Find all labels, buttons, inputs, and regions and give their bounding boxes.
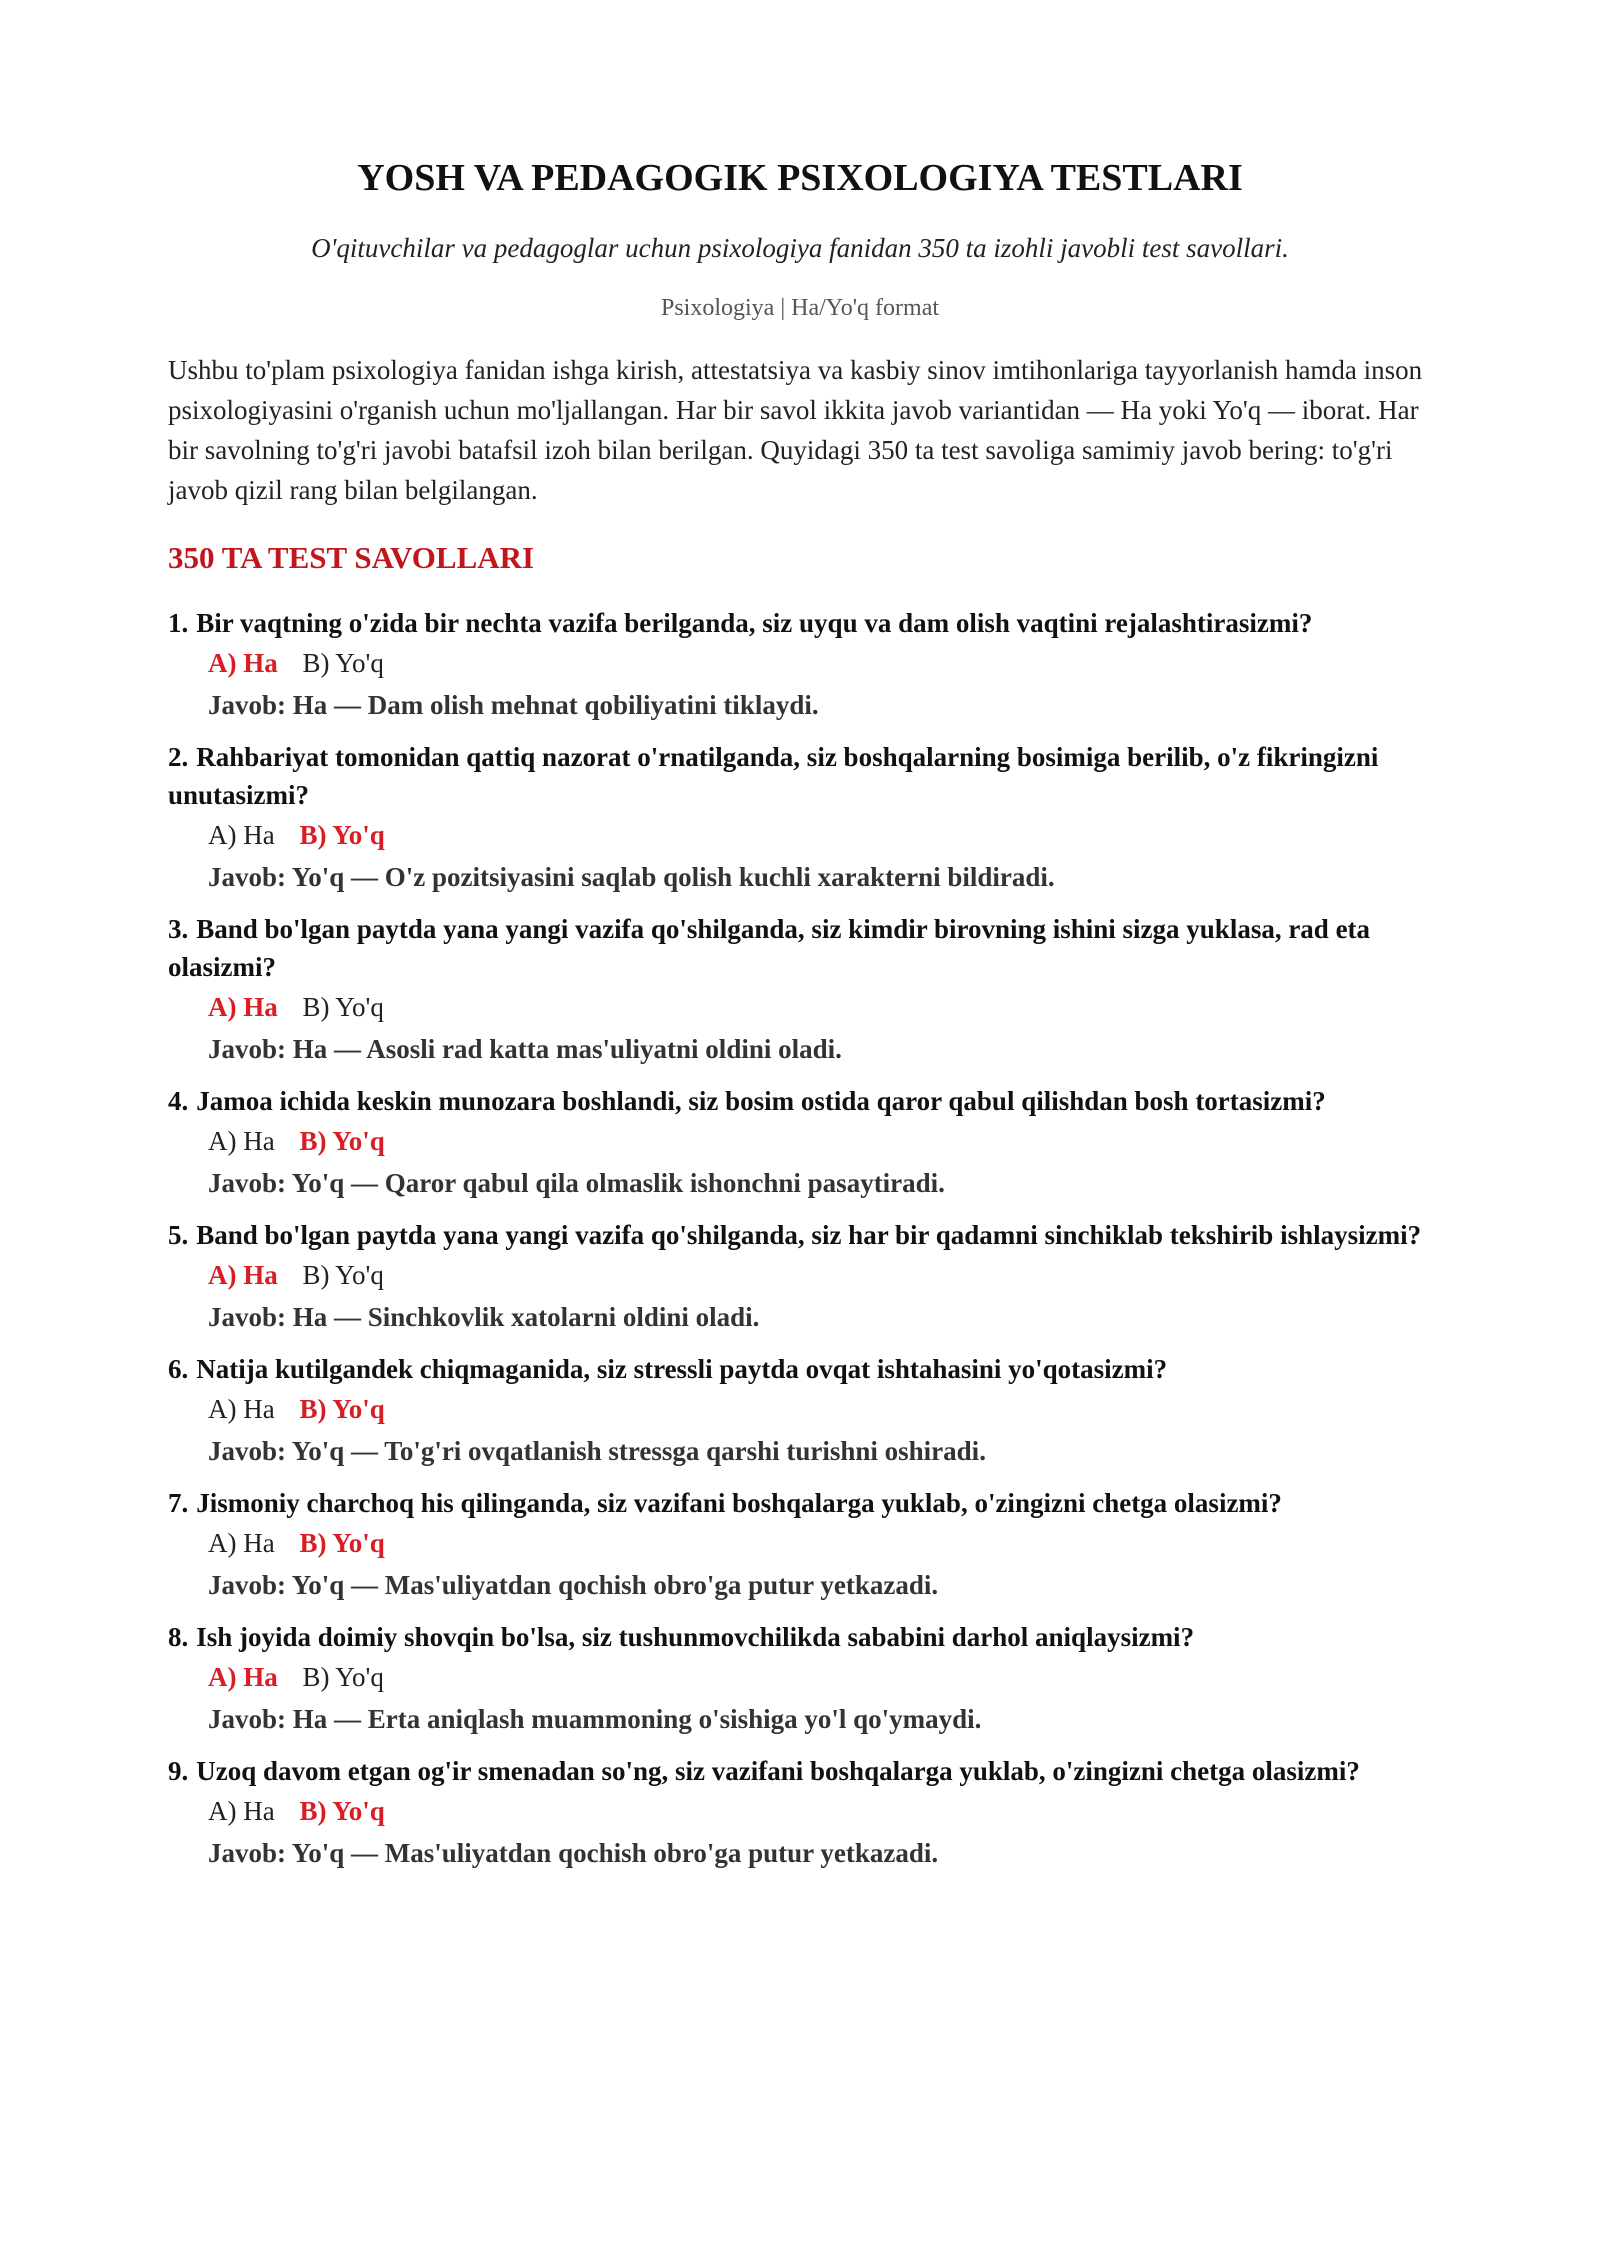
option-a[interactable]: A) Ha <box>208 1662 278 1692</box>
option-a[interactable]: A) Ha <box>208 992 278 1022</box>
question-options <box>168 1656 1432 1698</box>
question-number: 9. <box>168 1756 189 1786</box>
option-b[interactable]: B) Yo'q <box>299 1394 385 1424</box>
option-a[interactable]: A) Ha <box>208 1796 275 1826</box>
section-title: 350 TA TEST SAVOLLARI <box>168 540 535 575</box>
question-body: Rahbariyat tomonidan qattiq nazorat o'rnatilganda, siz boshqalarning bosimiga berilib, o'z fikringizni unutasizmi? <box>168 742 1379 810</box>
answer-explanation: Javob: Ha — Asosli rad katta mas'uliyatni oldini oladi. <box>208 1034 842 1064</box>
question-number: 1. <box>168 608 189 638</box>
question-item <box>168 1082 1432 1204</box>
option-a[interactable]: A) Ha <box>208 820 275 850</box>
question-options <box>168 1120 1432 1162</box>
question-number: 3. <box>168 914 189 944</box>
question-number: 7. <box>168 1488 189 1518</box>
question-item <box>168 1484 1432 1606</box>
question-body: Ish joyida doimiy shovqin bo'lsa, siz tushunmovchilikda sababini darhol aniqlaysizmi? <box>196 1622 1195 1652</box>
question-options <box>168 1388 1432 1430</box>
question-item <box>168 604 1432 726</box>
question-item <box>168 1216 1432 1338</box>
question-item <box>168 738 1432 898</box>
intro-paragraph: Ushbu to'plam psixologiya fanidan ishga kirish, attestatsiya va kasbiy sinov imtihonlariga tayyorlanish hamda inson psixologiyasini o'rganish uchun mo'ljallangan. Har bir savol ikkita javob variantidan — Ha yoki Yo'q — iborat. Har bir savolning to'g'ri javobi batafsil izoh bilan berilgan. Quyidagi 350 ta test savoliga samimiy javob bering: to'g'ri javob qizil rang bilan belgilangan. <box>168 355 1423 505</box>
option-a[interactable]: A) Ha <box>208 1528 275 1558</box>
option-b[interactable]: B) Yo'q <box>302 1260 384 1290</box>
question-item <box>168 1752 1432 1874</box>
question-number: 4. <box>168 1086 189 1116</box>
option-a[interactable]: A) Ha <box>208 1260 278 1290</box>
question-text <box>168 1216 1432 1254</box>
option-b[interactable]: B) Yo'q <box>302 1662 384 1692</box>
question-number: 6. <box>168 1354 189 1384</box>
option-a[interactable]: A) Ha <box>208 1394 275 1424</box>
question-item <box>168 1618 1432 1740</box>
page-subtitle: O'qituvchilar va pedagoglar uchun psixologiya fanidan 350 ta izohli javobli test savollari. <box>311 233 1289 263</box>
question-body: Bir vaqtning o'zida bir nechta vazifa berilganda, siz uyqu va dam olish vaqtini rejalashtirasizmi? <box>196 608 1313 638</box>
question-options <box>168 986 1432 1028</box>
answer-explanation: Javob: Ha — Dam olish mehnat qobiliyatini tiklaydi. <box>208 690 819 720</box>
question-item <box>168 1350 1432 1472</box>
question-text <box>168 1618 1432 1656</box>
question-text <box>168 604 1432 642</box>
answer-explanation: Javob: Yo'q — To'g'ri ovqatlanish stressga qarshi turishni oshiradi. <box>208 1436 986 1466</box>
question-options <box>168 1522 1432 1564</box>
question-options <box>168 814 1432 856</box>
answer-explanation: Javob: Ha — Erta aniqlash muammoning o'sishiga yo'l qo'ymaydi. <box>208 1704 982 1734</box>
option-b[interactable]: B) Yo'q <box>299 1796 385 1826</box>
option-b[interactable]: B) Yo'q <box>299 1528 385 1558</box>
answer-explanation: Javob: Yo'q — Mas'uliyatdan qochish obro'ga putur yetkazadi. <box>208 1570 939 1600</box>
question-body: Natija kutilgandek chiqmaganida, siz stressli paytda ovqat ishtahasini yo'qotasizmi? <box>196 1354 1168 1384</box>
option-a[interactable]: A) Ha <box>208 648 278 678</box>
question-options <box>168 642 1432 684</box>
option-b[interactable]: B) Yo'q <box>299 820 385 850</box>
page-meta: Psixologiya | Ha/Yo'q format <box>660 295 940 321</box>
question-body: Jamoa ichida keskin munozara boshlandi, siz bosim ostida qaror qabul qilishdan bosh tortasizmi? <box>196 1086 1326 1116</box>
question-number: 5. <box>168 1220 189 1250</box>
question-text <box>168 1752 1432 1790</box>
question-number: 2. <box>168 742 189 772</box>
option-b[interactable]: B) Yo'q <box>302 992 384 1022</box>
question-text <box>168 1484 1432 1522</box>
question-options <box>168 1254 1432 1296</box>
option-b[interactable]: B) Yo'q <box>299 1126 385 1156</box>
question-text <box>168 1082 1432 1120</box>
question-body: Band bo'lgan paytda yana yangi vazifa qo'shilganda, siz kimdir birovning ishini sizga yuklasa, rad eta olasizmi? <box>168 914 1371 982</box>
question-text <box>168 738 1432 814</box>
answer-explanation: Javob: Yo'q — Qaror qabul qila olmaslik ishonchni pasaytiradi. <box>208 1168 945 1198</box>
question-text <box>168 1350 1432 1388</box>
question-list <box>168 604 1432 1874</box>
question-body: Band bo'lgan paytda yana yangi vazifa qo'shilganda, siz har bir qadamni sinchiklab tekshirib ishlaysizmi? <box>196 1220 1422 1250</box>
option-a[interactable]: A) Ha <box>208 1126 275 1156</box>
answer-explanation: Javob: Yo'q — Mas'uliyatdan qochish obro'ga putur yetkazadi. <box>208 1838 939 1868</box>
question-number: 8. <box>168 1622 189 1652</box>
question-body: Jismoniy charchoq his qilinganda, siz vazifani boshqalarga yuklab, o'zingizni chetga olasizmi? <box>196 1488 1282 1518</box>
question-options <box>168 1790 1432 1832</box>
question-item <box>168 910 1432 1070</box>
question-body: Uzoq davom etgan og'ir smenadan so'ng, siz vazifani boshqalarga yuklab, o'zingizni chetga olasizmi? <box>196 1756 1360 1786</box>
question-text <box>168 910 1432 986</box>
option-b[interactable]: B) Yo'q <box>302 648 384 678</box>
answer-explanation: Javob: Yo'q — O'z pozitsiyasini saqlab qolish kuchli xarakterni bildiradi. <box>208 862 1055 892</box>
answer-explanation: Javob: Ha — Sinchkovlik xatolarni oldini oladi. <box>208 1302 760 1332</box>
page-title: YOSH VA PEDAGOGIK PSIXOLOGIYA TESTLARI <box>357 157 1243 199</box>
